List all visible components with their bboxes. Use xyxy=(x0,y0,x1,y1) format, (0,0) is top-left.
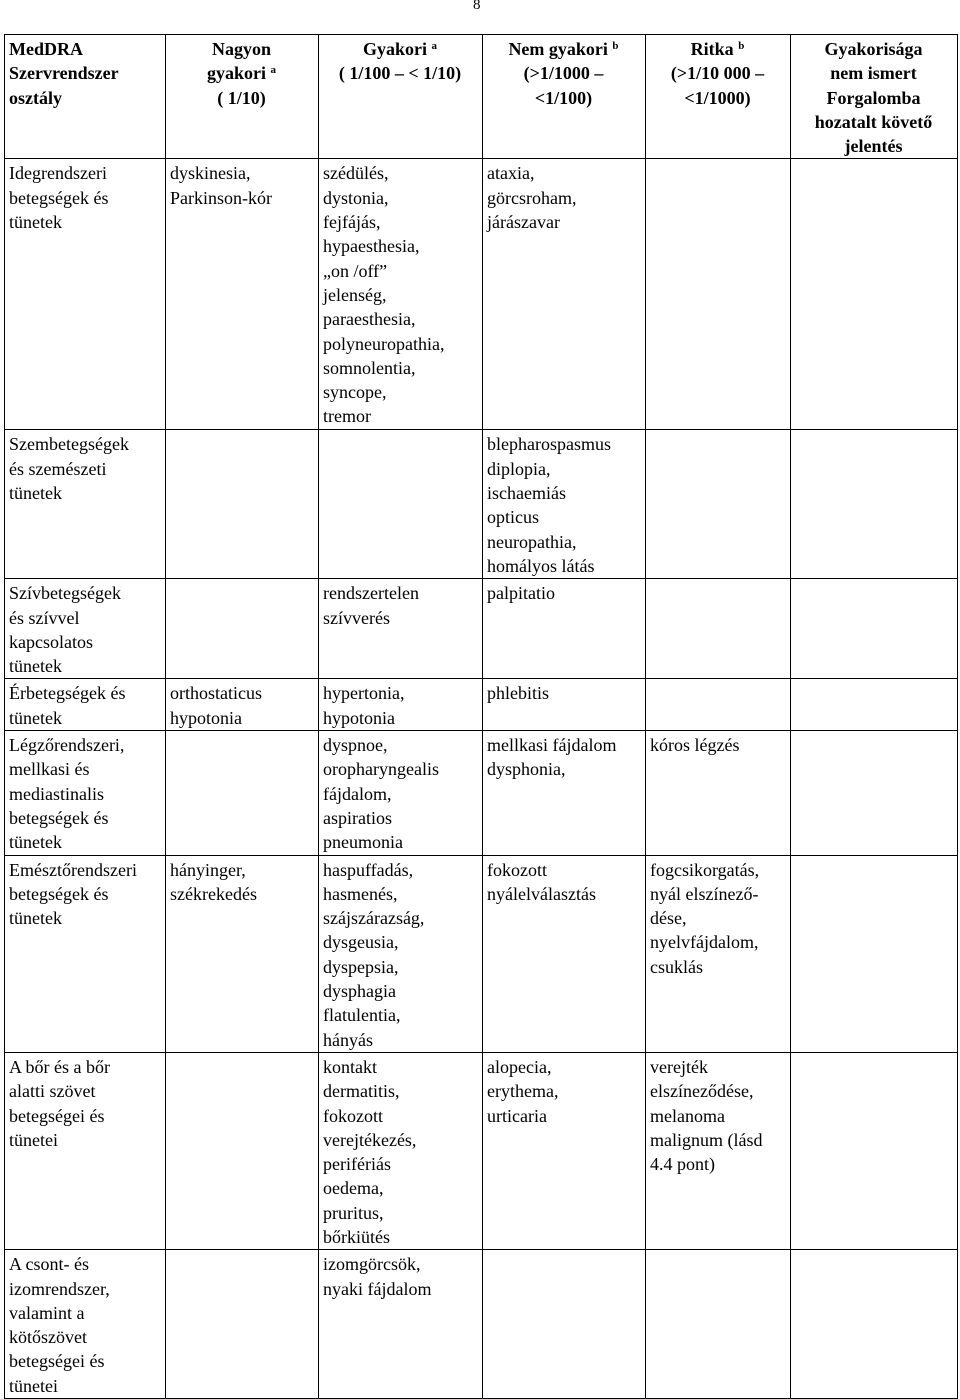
cell-line: A csont- és xyxy=(9,1254,89,1275)
cell-line: hányás xyxy=(323,1029,373,1050)
cell-line: elszíneződése, xyxy=(650,1081,754,1102)
cell-line: erythema, xyxy=(487,1081,559,1102)
header-cell-very-common xyxy=(166,35,319,159)
cell-line: valamint a xyxy=(9,1302,85,1323)
table-row xyxy=(5,1250,958,1399)
cell-line: ataxia, xyxy=(487,163,535,184)
table-row xyxy=(5,430,958,579)
frequency-cell xyxy=(791,1052,958,1249)
frequency-cell xyxy=(166,1052,319,1249)
cell-line: oropharyngealis xyxy=(323,759,439,780)
cell-line: fokozott xyxy=(487,859,547,880)
adverse-reactions-table xyxy=(4,34,958,1399)
frequency-cell xyxy=(483,579,646,679)
cell-line: nyaki fájdalom xyxy=(323,1278,432,1299)
frequency-cell xyxy=(791,430,958,579)
cell-line: fokozott xyxy=(323,1105,383,1126)
frequency-cell xyxy=(646,159,791,430)
cell-line: bőrkiütés xyxy=(323,1226,390,1247)
cell-line: Szívbetegségek xyxy=(9,583,121,604)
cell-line: tünetek xyxy=(9,656,62,677)
frequency-cell xyxy=(166,731,319,855)
cell-line: perifériás xyxy=(323,1154,391,1175)
header-line: <1/100) xyxy=(534,87,593,108)
cell-line: szédülés, xyxy=(323,163,389,184)
cell-line: betegségei és xyxy=(9,1351,105,1372)
header-line: gyakori $^a$ xyxy=(206,63,276,84)
header-line: jelentés xyxy=(844,136,903,157)
cell-line: csuklás xyxy=(650,956,703,977)
page-number: 8 xyxy=(473,0,481,13)
frequency-cell xyxy=(646,679,791,731)
header-line: Ritka $^b$ xyxy=(690,39,745,59)
cell-line: székrekedés xyxy=(170,883,257,904)
frequency-cell xyxy=(319,430,483,579)
cell-line: paraesthesia, xyxy=(323,309,416,330)
cell-line: dysphonia, xyxy=(487,759,566,780)
cell-line: A bőr és a bőr xyxy=(9,1056,110,1077)
header-cell-rare xyxy=(646,35,791,159)
header-line: osztály xyxy=(9,87,62,108)
cell-line: rendszertelen xyxy=(323,583,419,604)
cell-line: diplopia, xyxy=(487,458,551,479)
cell-line: blepharospasmus xyxy=(487,434,611,455)
cell-line: tünetek xyxy=(9,483,62,504)
header-line: Szervrendszer xyxy=(9,63,119,84)
header-cell-soc xyxy=(5,35,166,159)
cell-line: melanoma xyxy=(650,1105,725,1126)
cell-line: tünetek xyxy=(9,707,62,728)
table-row xyxy=(5,159,958,430)
cell-line: dyspepsia, xyxy=(323,956,399,977)
cell-line: izomgörcsök, xyxy=(323,1254,421,1275)
frequency-cell xyxy=(483,430,646,579)
cell-line: polyneuropathia, xyxy=(323,333,445,354)
footnote-marker: b xyxy=(612,40,619,52)
cell-line: neuropathia, xyxy=(487,531,577,552)
header-cell-uncommon xyxy=(483,35,646,159)
frequency-cell xyxy=(319,1250,483,1399)
frequency-cell xyxy=(166,855,319,1052)
cell-line: pneumonia xyxy=(323,832,403,853)
table-row xyxy=(5,579,958,679)
cell-line: betegségek és xyxy=(9,883,109,904)
cell-line: 4.4 pont) xyxy=(650,1154,715,1175)
cell-line: hypertonia, xyxy=(323,683,405,704)
cell-line: opticus xyxy=(487,507,539,528)
frequency-cell xyxy=(791,731,958,855)
cell-line: alatti szövet xyxy=(9,1081,96,1102)
cell-line: hypotonia xyxy=(323,707,395,728)
header-line: Nagyon xyxy=(211,39,271,59)
cell-line: nyelvfájdalom, xyxy=(650,932,759,953)
cell-line: alopecia, xyxy=(487,1056,552,1077)
footnote-marker: a xyxy=(270,64,276,77)
cell-line: dyskinesia, xyxy=(170,163,251,184)
soc-cell xyxy=(5,1250,166,1399)
cell-line: aspiratios xyxy=(323,807,392,828)
cell-line: pruritus, xyxy=(323,1202,384,1223)
cell-line: kóros légzés xyxy=(650,735,740,756)
cell-line: hányinger, xyxy=(170,859,246,880)
frequency-cell xyxy=(319,159,483,430)
frequency-cell xyxy=(166,579,319,679)
cell-line: mediastinalis xyxy=(9,783,104,804)
frequency-cell xyxy=(319,579,483,679)
cell-line: dyspnoe, xyxy=(323,735,388,756)
footnote-marker: b xyxy=(738,40,745,52)
cell-line: verejtékezés, xyxy=(323,1129,417,1150)
cell-line: dysgeusia, xyxy=(323,932,399,953)
frequency-cell xyxy=(483,679,646,731)
frequency-cell xyxy=(483,855,646,1052)
frequency-cell xyxy=(166,1250,319,1399)
cell-line: betegségei és xyxy=(9,1105,105,1126)
cell-line: tünetei xyxy=(9,1129,58,1150)
header-line: Gyakorisága xyxy=(824,39,923,59)
header-line: MedDRA xyxy=(9,39,83,59)
header-line: ( 1/100 – < 1/10) xyxy=(338,63,462,84)
cell-line: hypaesthesia, xyxy=(323,236,420,257)
soc-cell xyxy=(5,855,166,1052)
frequency-cell xyxy=(319,855,483,1052)
cell-line: szívverés xyxy=(323,607,390,628)
table-row xyxy=(5,679,958,731)
cell-line: flatulentia, xyxy=(323,1005,401,1026)
cell-line: és szemészeti xyxy=(9,458,107,479)
cell-line: malignum (lásd xyxy=(650,1129,763,1150)
cell-line: syncope, xyxy=(323,382,387,403)
cell-line: Emésztőrendszeri xyxy=(9,859,137,880)
soc-cell xyxy=(5,731,166,855)
cell-line: Parkinson-kór xyxy=(170,187,272,208)
cell-line: tünetei xyxy=(9,1375,58,1396)
cell-line: betegségek és xyxy=(9,807,109,828)
cell-line: oedema, xyxy=(323,1178,384,1199)
cell-line: kapcsolatos xyxy=(9,631,93,652)
cell-line: homályos látás xyxy=(487,555,595,576)
cell-line: fogcsikorgatás, xyxy=(650,859,760,880)
cell-line: dysphagia xyxy=(323,981,396,1002)
cell-line: tünetek xyxy=(9,212,62,233)
cell-line: „on /off” xyxy=(323,260,388,281)
cell-line: somnolentia, xyxy=(323,357,416,378)
header-line: Gyakori $^a$ xyxy=(362,39,437,59)
cell-line: haspuffadás, xyxy=(323,859,414,880)
soc-cell xyxy=(5,579,166,679)
cell-line: orthostaticus xyxy=(170,683,262,704)
cell-line: Szembetegségek xyxy=(9,434,129,455)
cell-line: kötőszövet xyxy=(9,1327,87,1348)
frequency-cell xyxy=(791,855,958,1052)
frequency-cell xyxy=(166,159,319,430)
frequency-cell xyxy=(646,430,791,579)
frequency-cell xyxy=(646,1250,791,1399)
cell-line: mellkasi és xyxy=(9,759,90,780)
table-row xyxy=(5,731,958,855)
cell-line: dermatitis, xyxy=(323,1081,400,1102)
cell-line: hasmenés, xyxy=(323,883,398,904)
header-line: ( 1/10) xyxy=(217,87,266,108)
cell-line: phlebitis xyxy=(487,683,549,704)
cell-line: hypotonia xyxy=(170,707,242,728)
cell-line: ischaemiás xyxy=(487,483,566,504)
frequency-cell xyxy=(483,1250,646,1399)
soc-cell xyxy=(5,1052,166,1249)
header-line: Forgalomba xyxy=(826,87,921,108)
frequency-cell xyxy=(646,579,791,679)
frequency-cell xyxy=(646,855,791,1052)
cell-line: szájszárazság, xyxy=(323,908,425,929)
frequency-cell xyxy=(166,679,319,731)
header-line: (>1/10 000 – xyxy=(670,63,765,84)
cell-line: urticaria xyxy=(487,1105,547,1126)
frequency-cell xyxy=(483,731,646,855)
frequency-cell xyxy=(791,159,958,430)
cell-line: tremor xyxy=(323,406,371,427)
cell-line: izomrendszer, xyxy=(9,1278,110,1299)
frequency-cell xyxy=(319,731,483,855)
frequency-cell xyxy=(646,731,791,855)
header-line: Nem gyakori $^b$ xyxy=(508,39,619,59)
frequency-cell xyxy=(646,1052,791,1249)
frequency-cell xyxy=(319,1052,483,1249)
cell-line: dystonia, xyxy=(323,187,389,208)
cell-line: Idegrendszeri xyxy=(9,163,107,184)
cell-line: betegségek és xyxy=(9,187,109,208)
cell-line: verejték xyxy=(650,1056,708,1077)
cell-line: Érbetegségek és xyxy=(9,683,126,704)
header-line: nem ismert xyxy=(830,63,917,84)
frequency-cell xyxy=(166,430,319,579)
cell-line: járászavar xyxy=(487,212,560,233)
cell-line: kontakt xyxy=(323,1056,377,1077)
cell-line: görcsroham, xyxy=(487,187,577,208)
cell-line: tünetek xyxy=(9,908,62,929)
frequency-cell xyxy=(319,679,483,731)
soc-cell xyxy=(5,159,166,430)
table-row xyxy=(5,1052,958,1249)
frequency-cell xyxy=(791,579,958,679)
header-line: hozatalt követő xyxy=(814,111,933,132)
header-line: (>1/1000 – xyxy=(523,63,604,84)
cell-line: nyál elszínező- xyxy=(650,883,759,904)
header-row xyxy=(5,35,958,159)
cell-line: és szívvel xyxy=(9,607,80,628)
header-line: <1/1000) xyxy=(684,87,751,108)
frequency-cell xyxy=(791,679,958,731)
soc-cell xyxy=(5,430,166,579)
cell-line: palpitatio xyxy=(487,583,555,604)
header-cell-not-known xyxy=(791,35,958,159)
cell-line: nyálelválasztás xyxy=(487,883,596,904)
footnote-marker: a xyxy=(431,40,437,52)
cell-line: tünetek xyxy=(9,832,62,853)
table-row xyxy=(5,855,958,1052)
cell-line: jelenség, xyxy=(323,284,387,305)
frequency-cell xyxy=(483,159,646,430)
frequency-cell xyxy=(791,1250,958,1399)
header-cell-common xyxy=(319,35,483,159)
frequency-cell xyxy=(483,1052,646,1249)
cell-line: fejfájás, xyxy=(323,212,381,233)
cell-line: Légzőrendszeri, xyxy=(9,735,125,756)
cell-line: mellkasi fájdalom xyxy=(487,735,617,756)
cell-line: fájdalom, xyxy=(323,783,392,804)
soc-cell xyxy=(5,679,166,731)
cell-line: dése, xyxy=(650,908,687,929)
